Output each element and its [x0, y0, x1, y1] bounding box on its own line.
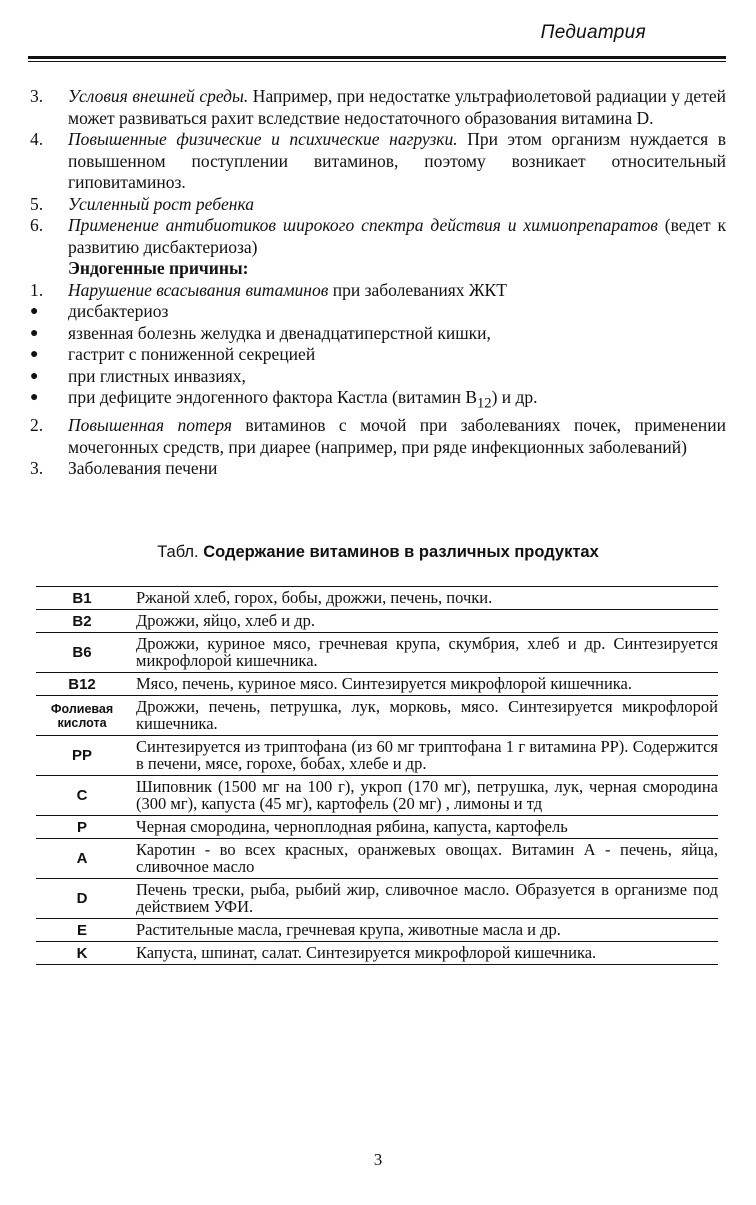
item-text: Заболевания печени: [68, 458, 218, 478]
vitamin-sources: Капуста, шпинат, салат. Синтезируется микрофлорой кишечника.: [128, 942, 718, 965]
vitamin-sources: Шиповник (1500 мг на 100 г), укроп (170 мг), петрушка, лук, черная смородина (300 мг), капуста (45 мг), картофель (20 мг) , лимоны и тд: [128, 776, 718, 816]
page-number: 3: [373, 1150, 383, 1169]
item-text: При этом организм нуждается в повышенном поступлении витаминов, поэтому возникает относительный гиповитаминоз.: [68, 129, 726, 192]
list-marker: 3.: [30, 458, 44, 478]
table-row: [36, 879, 718, 919]
vitamin-table: [36, 586, 718, 965]
list-marker: 5.: [30, 193, 44, 214]
bullet-item: [30, 323, 726, 345]
bullet-icon: ●: [30, 325, 39, 341]
list-item: [30, 194, 726, 216]
table-row: [36, 942, 718, 965]
header-rule-thick: [28, 56, 726, 59]
list-marker: 3.: [30, 86, 44, 106]
bullet-icon: ●: [30, 390, 39, 405]
bullet-icon: ●: [30, 368, 39, 384]
bullet-text: при дефиците эндогенного фактора Кастла (витамин B: [68, 387, 477, 407]
causes-text: [30, 86, 726, 480]
table-caption-title: Содержание витаминов в различных продуктах: [203, 543, 599, 561]
running-title: Педиатрия: [540, 22, 646, 43]
item-emphasis: Применение антибиотиков широкого спектра действия и химиопрепаратов: [68, 215, 658, 235]
table-caption-prefix: Табл.: [157, 543, 199, 561]
list-item: [30, 280, 726, 302]
list-item: [30, 215, 726, 258]
item-emphasis: Усиленный рост ребенка: [68, 193, 254, 214]
vitamin-sources: Растительные масла, гречневая крупа, животные масла и др.: [128, 919, 718, 942]
item-emphasis: Условия внешней среды.: [68, 86, 249, 106]
bullet-text: при глистных инвазиях,: [68, 365, 246, 386]
bullet-icon: ●: [30, 304, 39, 319]
table-row: [36, 839, 718, 879]
item-emphasis: Повышенная потеря: [68, 415, 233, 435]
vitamin-name: PP: [36, 736, 128, 776]
table-row: [36, 919, 718, 942]
vitamin-name: Фолиевая кислота: [36, 696, 128, 736]
item-emphasis: Нарушение всасывания витаминов: [68, 279, 329, 300]
vitamin-name: A: [36, 839, 128, 879]
bullet-item: [30, 366, 726, 388]
subscript: 12: [477, 395, 492, 412]
item-text: при заболеваниях ЖКТ: [328, 279, 507, 300]
item-text: Например, при недостатке ультрафиолетовой радиации у детей может развиваться рахит вследствие недостаточного образования витамина D.: [68, 86, 726, 128]
vitamin-sources: Каротин - во всех красных, оранжевых овощах. Витамин А - печень, яйца, сливочное масло: [128, 839, 718, 879]
vitamin-name: K: [36, 942, 128, 965]
list-item: [30, 86, 726, 129]
vitamin-name: В1: [36, 587, 128, 610]
item-text: (ведет к развитию дисбактериоза): [68, 215, 726, 257]
list-item: [30, 458, 726, 480]
vitamin-sources: Ржаной хлеб, горох, бобы, дрожжи, печень, почки.: [128, 587, 718, 610]
bullet-text: язвенная болезнь желудка и двенадцатиперстной кишки,: [68, 322, 491, 343]
vitamin-name: E: [36, 919, 128, 942]
bullet-icon: ●: [30, 347, 39, 362]
vitamin-sources: Дрожжи, яйцо, хлеб и др.: [128, 610, 718, 633]
vitamin-sources: Дрожжи, печень, петрушка, лук, морковь, мясо. Синтезируется микрофлорой кишечника.: [128, 696, 718, 736]
table-row: [36, 633, 718, 673]
list-marker: 4.: [30, 129, 44, 149]
item-emphasis: Повышенные физические и психические нагрузки.: [68, 129, 458, 149]
bullet-text: ) и др.: [491, 387, 538, 407]
table-row: [36, 673, 718, 696]
header-rule-thin: [28, 61, 726, 62]
vitamin-name: В2: [36, 610, 128, 633]
table-row: [36, 776, 718, 816]
vitamin-sources: Дрожжи, куриное мясо, гречневая крупа, скумбрия, хлеб и др. Синтезируется микрофлорой кишечника.: [128, 633, 718, 673]
vitamin-name: C: [36, 776, 128, 816]
bullet-text: гастрит с пониженной секрецией: [68, 344, 316, 364]
vitamin-sources: Мясо, печень, куриное мясо. Синтезируется микрофлорой кишечника.: [128, 673, 718, 696]
table-row: [36, 736, 718, 776]
vitamin-name: D: [36, 879, 128, 919]
table-row: [36, 816, 718, 839]
vitamin-name: P: [36, 816, 128, 839]
list-marker: 6.: [30, 215, 44, 235]
vitamin-sources: Черная смородина, черноплодная рябина, капуста, картофель: [128, 816, 718, 839]
table-row: [36, 610, 718, 633]
list-item: [30, 129, 726, 194]
vitamin-name: В6: [36, 633, 128, 673]
bullet-item: [30, 344, 726, 366]
bullet-text: дисбактериоз: [68, 301, 169, 321]
list-item: [30, 415, 726, 458]
vitamin-sources: Синтезируется из триптофана (из 60 мг триптофана 1 г витамина PP). Содержится в печени, мясе, горохе, бобах, хлебе и др.: [128, 736, 718, 776]
endogenous-heading: Эндогенные причины:: [68, 258, 249, 278]
table-row: [36, 696, 718, 736]
list-marker: 1.: [30, 279, 44, 300]
item-text: витаминов с мочой при заболеваниях почек, применении мочегонных средств, при диарее (например, при ряде инфекционных заболеваний): [68, 415, 727, 457]
vitamin-name: В12: [36, 673, 128, 696]
vitamin-sources: Печень трески, рыба, рыбий жир, сливочное масло. Образуется в организме под действием УФИ.: [128, 879, 718, 919]
bullet-item: [30, 301, 726, 323]
list-marker: 2.: [30, 415, 44, 435]
bullet-item: [30, 387, 726, 415]
table-row: [36, 587, 718, 610]
table-caption: [0, 543, 756, 562]
